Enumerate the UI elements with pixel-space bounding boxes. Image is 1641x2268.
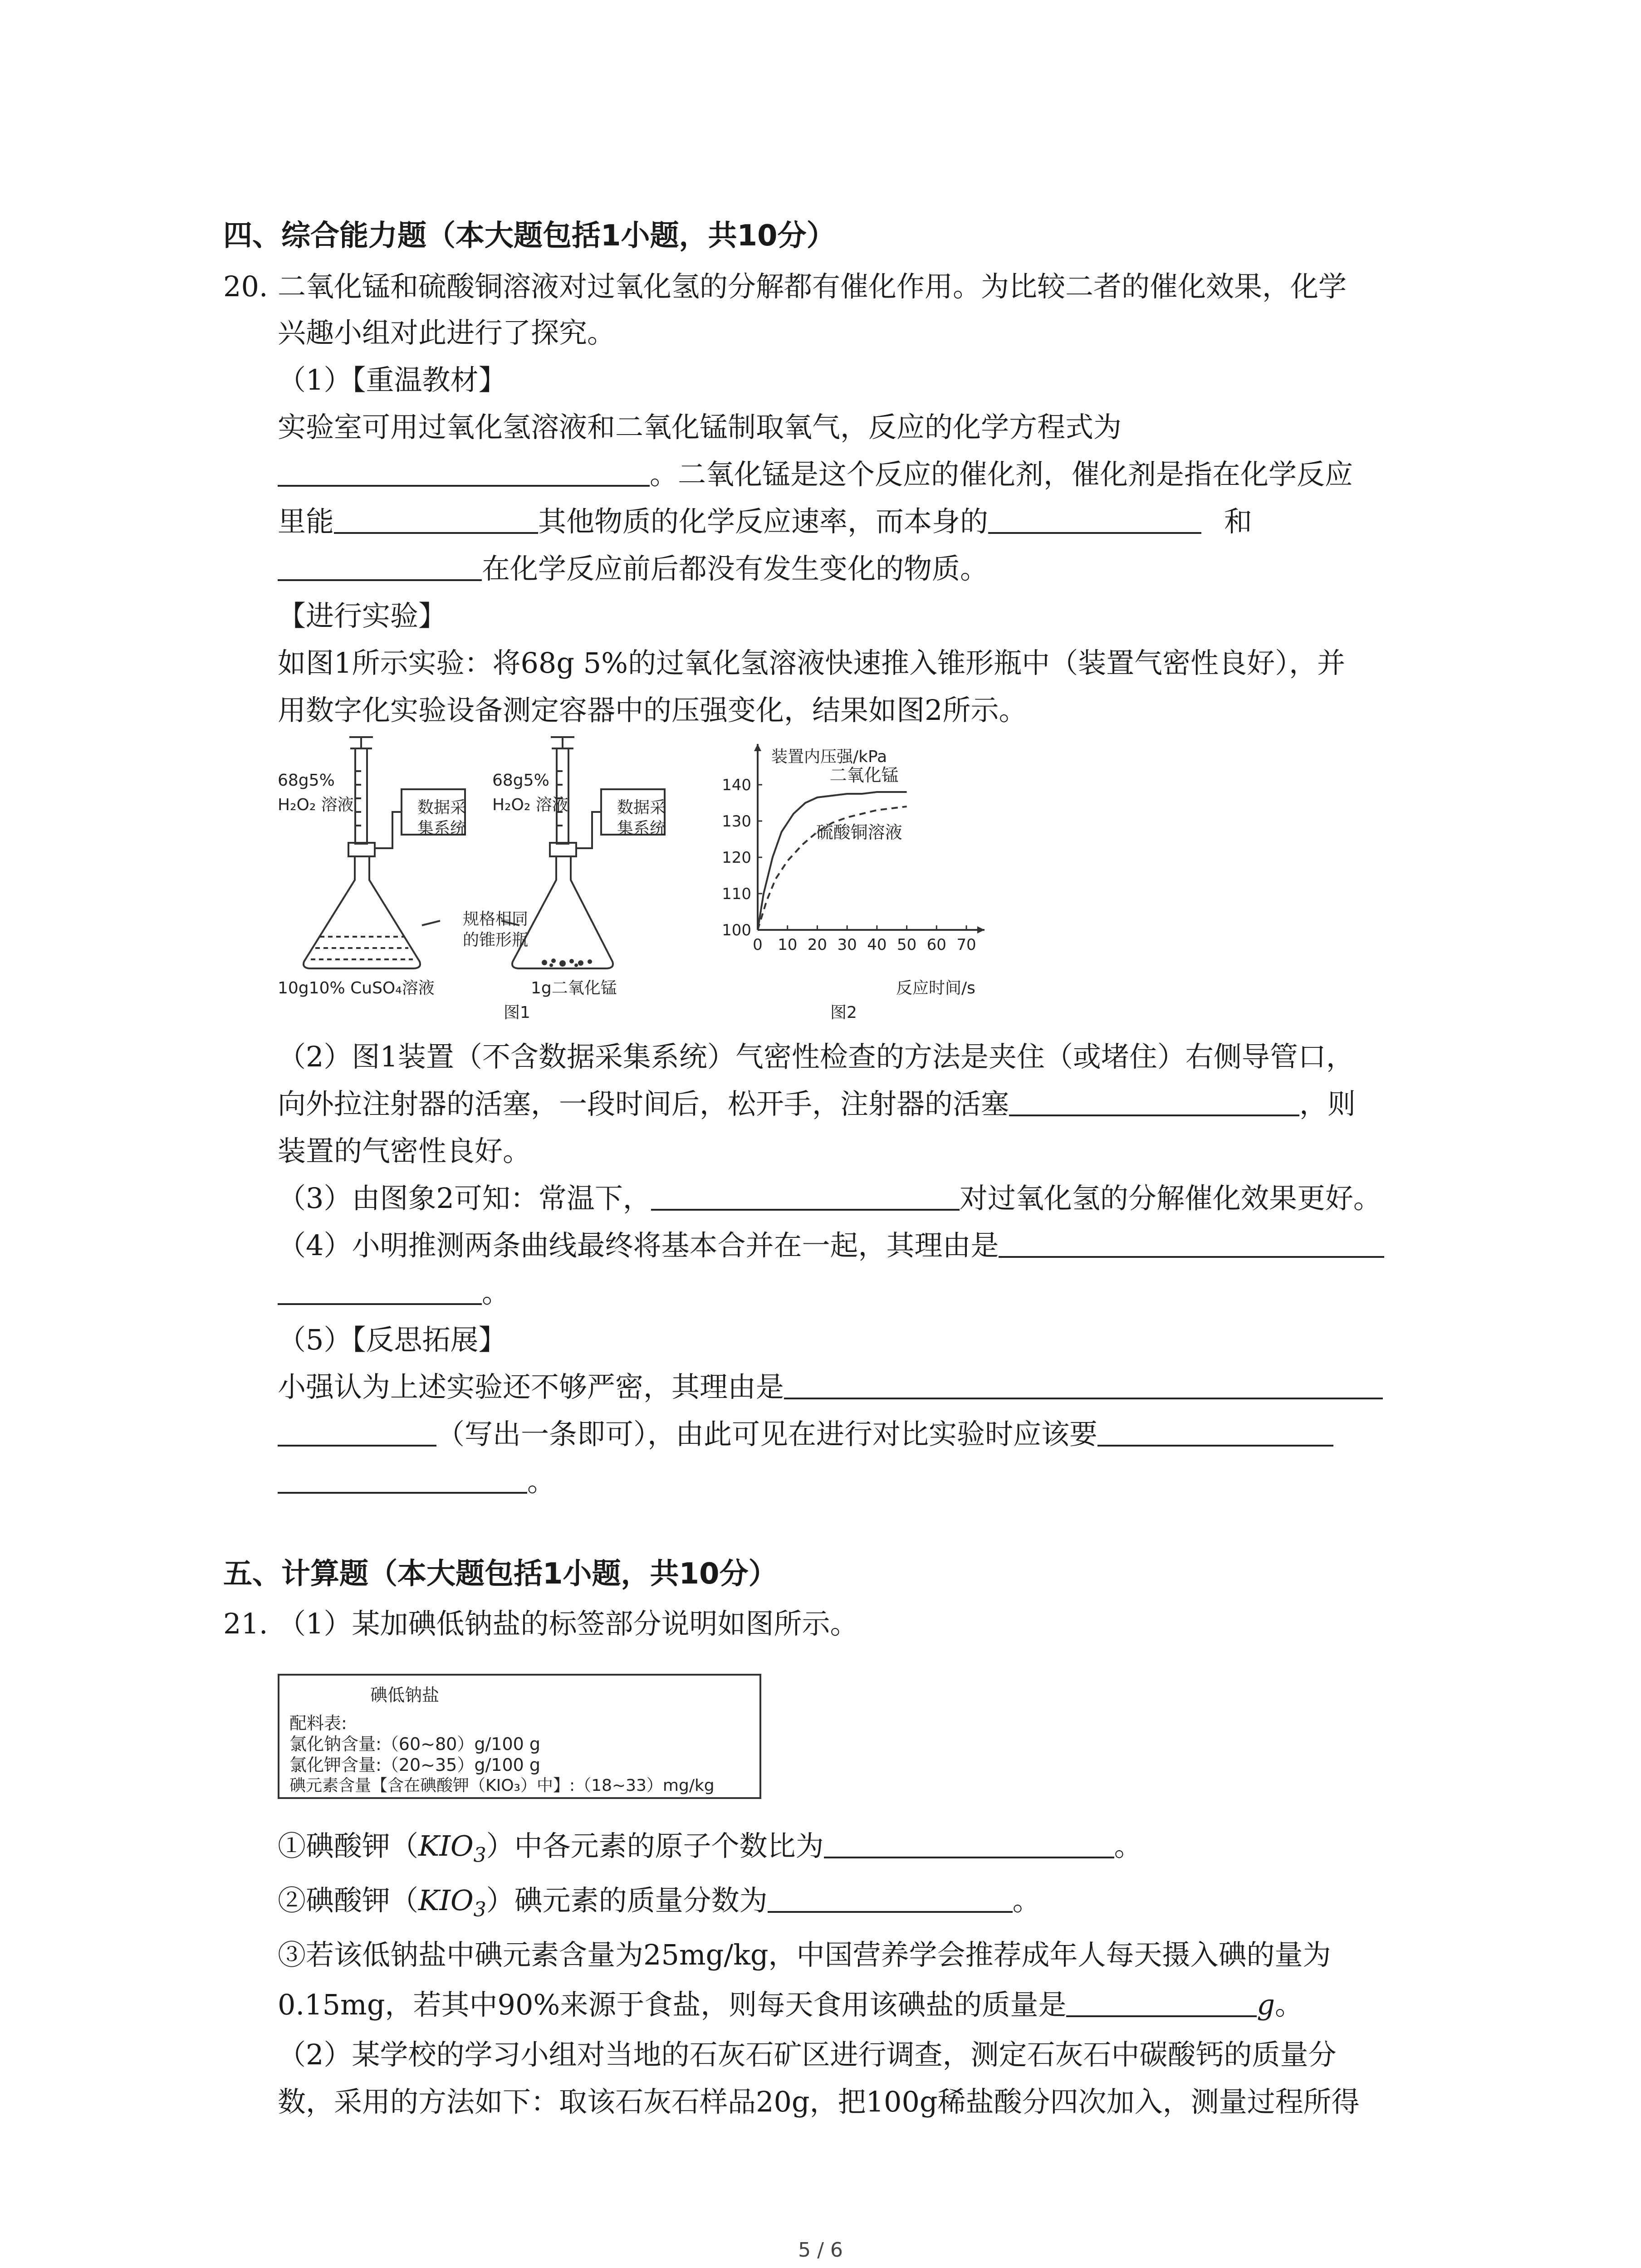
q20-part1-line4: 在化学反应前后都没有发生变化的物质。 (278, 551, 988, 587)
answer-blank-mass[interactable] (988, 505, 1201, 534)
figure2-pressure-chart (708, 735, 1025, 1025)
answer-blank-change[interactable] (334, 505, 538, 534)
q21-sub3-line1: ③若该低钠盐中碘元素含量为25mg/kg，中国营养学会推荐成年人每天摄入碘的量为 (278, 1938, 1331, 1971)
q20-experiment-title: 【进行实验】 (278, 599, 447, 632)
section4-heading: 四、综合能力题（本大题包括1小题，共10分） (223, 219, 836, 253)
answer-blank-reason-a[interactable] (999, 1229, 1384, 1258)
salt-label-line2: 氯化钠含量:（60~80）g/100 g (289, 1734, 541, 1754)
answer-blank-reason-b[interactable] (278, 1276, 482, 1305)
fig1-left-daq-1: 数据采 (417, 798, 467, 817)
series-label-mno2: 二氧化锰 (829, 765, 899, 785)
fig1-right-reagent-2: H₂O₂ 溶液 (492, 796, 568, 814)
fig1-right-reagent-1: 68g5% (492, 771, 549, 790)
x-tick-label: 30 (837, 936, 857, 954)
salt-label-line3: 氯化钾含量:（20~35）g/100 g (289, 1755, 541, 1775)
answer-blank-equation[interactable] (278, 458, 650, 487)
salt-label-title: 碘低钠盐 (370, 1685, 440, 1705)
q20-part1-line2: 。二氧化锰是这个反应的催化剂，催化剂是指在化学反应 (278, 456, 1353, 493)
q20-intro-line1: 二氧化锰和硫酸铜溶液对过氧化氢的分解都有催化作用。为比较二者的催化效果，化学 (278, 270, 1347, 303)
answer-blank-not-rigorous-a[interactable] (784, 1370, 1383, 1399)
fig1-right-bottom-label: 1g二氧化锰 (531, 979, 617, 997)
fig1-left-bottom-label: 10g10% CuSO₄溶液 (278, 979, 435, 997)
q21-sub3-line2: 0.15mg，若其中90%来源于食盐，则每天食用该碘盐的质量是 g。 (278, 1988, 1303, 2021)
left-flask (304, 856, 420, 968)
answer-blank-piston[interactable] (1009, 1087, 1299, 1116)
salt-label-line4: 碘元素含量【含在碘酸钾（KIO₃）中】:（18~33）mg/kg (289, 1776, 715, 1795)
y-tick-label: 130 (722, 812, 751, 831)
fig1-left-daq-2: 集系统 (417, 819, 467, 838)
q20-part3-line: （3）由图象2可知：常温下， 对过氧化氢的分解催化效果更好。 (278, 1182, 1381, 1215)
y-tick-label: 100 (722, 921, 751, 939)
x-tick-label: 10 (778, 936, 798, 954)
q20-part2-line1: （2）图1装置（不含数据采集系统）气密性检查的方法是夹住（或堵住）右侧导管口， (278, 1040, 1354, 1073)
q20-part5-line2: （写出一条即可），由此可见在进行对比实验时应该要 (278, 1416, 1333, 1452)
answer-blank-not-rigorous-b[interactable] (278, 1418, 436, 1447)
y-tick-label: 110 (722, 885, 751, 903)
answer-blank-control-a[interactable] (1097, 1418, 1333, 1447)
fig1-left-reagent-2: H₂O₂ 溶液 (278, 796, 354, 814)
q20-intro-line2: 兴趣小组对此进行了探究。 (278, 316, 616, 349)
fig1-right-daq-1: 数据采 (617, 798, 666, 817)
y-tick-label: 120 (722, 849, 751, 867)
q20-part1-title: （1）【重温教材】 (278, 363, 507, 396)
chart-ylabel: 装置内压强/kPa (771, 748, 887, 766)
x-tick-label: 70 (956, 936, 976, 954)
left-syringe (355, 748, 367, 844)
chart-caption: 图2 (830, 1003, 857, 1022)
q21-sub1: ①碘酸钾$(KIO_3)$中各元素的原子个数比为 。 (278, 1829, 1142, 1867)
answer-blank-atom-ratio[interactable] (824, 1829, 1114, 1858)
x-tick-label: 0 (753, 936, 763, 954)
q20-part1-line3: 里能 其他物质的化学反应速率，而本身的 和 (278, 505, 1253, 538)
q20-part1-line1: 实验室可用过氧化氢溶液和二氧化锰制取氧气，反应的化学方程式为 (278, 411, 1122, 444)
x-tick-label: 40 (867, 936, 887, 954)
q21-part2-line2: 数，采用的方法如下：取该石灰石样品20g，把100g稀盐酸分四次加入，测量过程所得 (278, 2085, 1360, 2118)
fig1-flask-note-1: 规格相同 (463, 910, 529, 929)
q20-part5-title: （5）【反思拓展】 (278, 1323, 507, 1356)
q21-part1-line: （1）某加碘低钠盐的标签部分说明如图所示。 (278, 1607, 858, 1640)
page-number: 5 / 6 (798, 2239, 843, 2262)
right-stopper (550, 843, 576, 856)
q20-part4-line2: 。 (278, 1275, 510, 1311)
q20-part5-line3: 。 (278, 1463, 555, 1500)
answer-blank-catalyst[interactable] (651, 1182, 960, 1211)
x-tick-label: 20 (807, 936, 828, 954)
q21-part2-line1: （2）某学校的学习小组对当地的石灰石矿区进行调查，测定石灰石中碳酸钙的质量分 (278, 2038, 1337, 2071)
question-20-number: 20. (223, 270, 268, 303)
left-stopper (348, 843, 375, 856)
salt-label-line1: 配料表: (289, 1713, 347, 1733)
series-label-cuso4: 硫酸铜溶液 (816, 822, 902, 842)
answer-blank-mass-fraction[interactable] (768, 1884, 1013, 1913)
q20-experiment-line2: 用数字化实验设备测定容器中的压强变化，结果如图2所示。 (278, 694, 1027, 727)
answer-blank-salt-mass[interactable] (1066, 1988, 1257, 2017)
x-tick-label: 60 (926, 936, 946, 954)
q20-part2-line3: 装置的气密性良好。 (278, 1134, 531, 1168)
x-axis-arrow (977, 926, 985, 934)
q21-sub2: ②碘酸钾$(KIO_3)$碘元素的质量分数为 。 (278, 1884, 1041, 1921)
answer-blank-control-b[interactable] (278, 1465, 527, 1494)
series-line-mno2 (758, 792, 907, 930)
q20-part4-line1: （4）小明推测两条曲线最终将基本合并在一起，其理由是 (278, 1227, 1384, 1264)
salt-label-box (278, 1674, 761, 1799)
x-tick-label: 50 (896, 936, 917, 954)
fig1-flask-note-2: 的锥形瓶 (463, 931, 529, 949)
fig1-right-daq-2: 集系统 (617, 819, 666, 838)
y-axis-arrow (754, 744, 761, 751)
q20-part2-line2: 向外拉注射器的活塞，一段时间后，松开手，注射器的活塞 ，则 (278, 1087, 1356, 1120)
chart-xlabel: 反应时间/s (896, 979, 975, 997)
section5-heading: 五、计算题（本大题包括1小题，共10分） (223, 1557, 778, 1591)
fig1-caption: 图1 (504, 1003, 530, 1022)
fig1-left-reagent-1: 68g5% (278, 771, 335, 790)
answer-blank-property-b[interactable] (278, 552, 482, 581)
q20-part5-line1: 小强认为上述实验还不够严密，其理由是 (278, 1369, 1383, 1405)
y-tick-label: 140 (722, 776, 751, 794)
question-21-number: 21. (223, 1607, 268, 1640)
q20-experiment-line1: 如图1所示实验：将68g 5%的过氧化氢溶液快速推入锥形瓶中（装置气密性良好），并 (278, 646, 1346, 679)
